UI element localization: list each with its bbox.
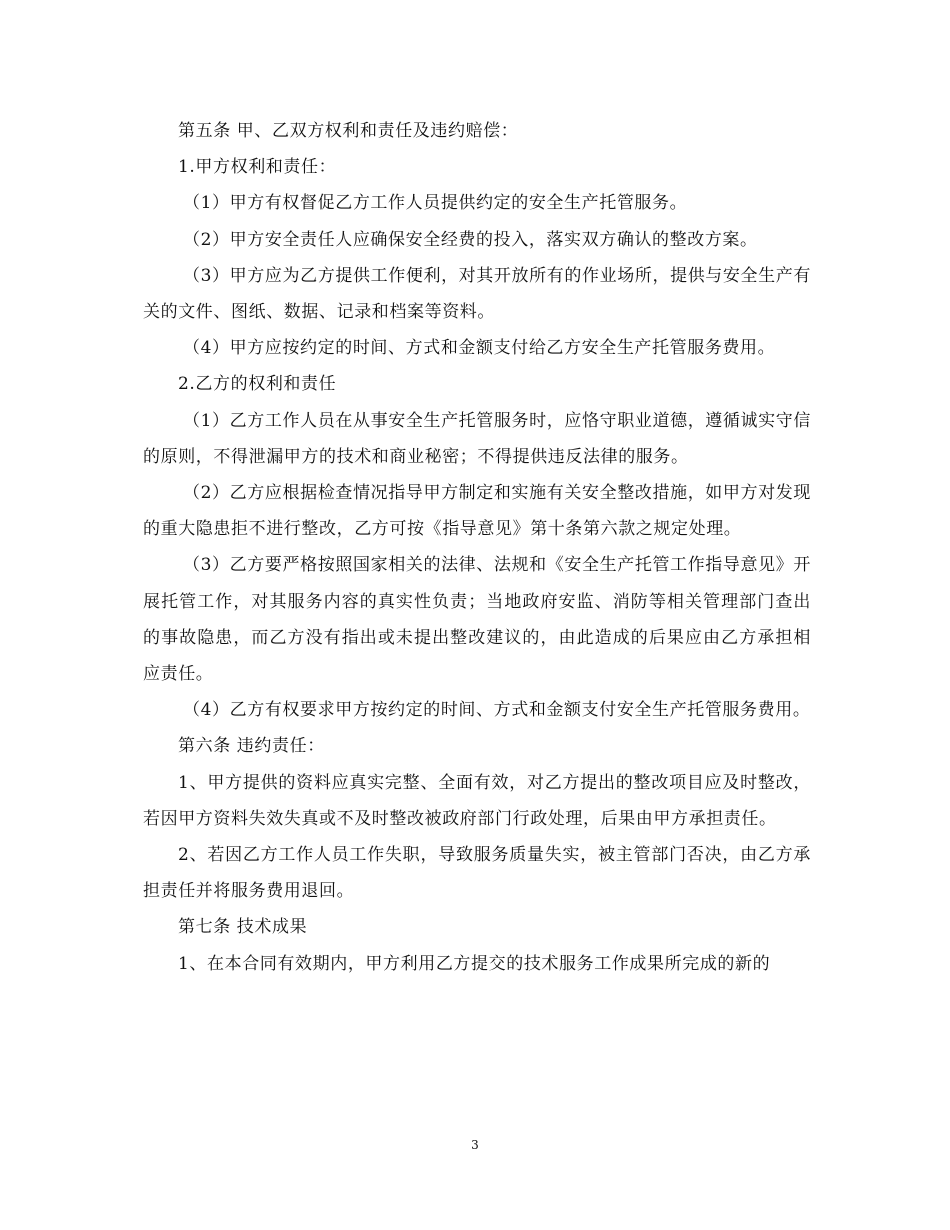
party-a-rights-heading: 1.甲方权利和责任： [178, 157, 337, 178]
party-a-clause-1: （1）甲方有权督促乙方工作人员提供约定的安全生产托管服务。 [183, 193, 688, 214]
breach-clause-1: 1、甲方提供的资料应真实完整、全面有效，对乙方提出的整改项目应及时整改，若因甲方资料失效失真或不及时整改被政府部门行政处理，后果由甲方承担责任。 [143, 772, 811, 829]
breach-clause-2: 2、若因乙方工作人员工作失职，导致服务质量失实，被主管部门否决，由乙方承担责任并将服务费用退回。 [143, 845, 811, 902]
tech-results-clause-1: 1、在本合同有效期内，甲方利用乙方提交的技术服务工作成果所完成的新的 [178, 953, 771, 974]
article-7-heading: 第七条 技术成果 [178, 917, 308, 938]
document-body [143, 113, 811, 982]
party-b-rights-heading: 2.乙方的权利和责任 [178, 374, 337, 395]
party-b-clause-2: （2）乙方应根据检查情况指导甲方制定和实施有关安全整改措施，如甲方对发现的重大隐患拒不进行整改，乙方可按《指导意见》第十条第六款之规定处理。 [143, 483, 811, 540]
party-b-clause-3: （3）乙方要严格按照国家相关的法律、法规和《安全生产托管工作指导意见》开展托管工作，对其服务内容的真实性负责；当地政府安监、消防等相关管理部门查出的事故隐患，而乙方没有指出或未提出整改建议的，由此造成的后果应由乙方承担相应责任。 [143, 555, 811, 685]
page-number: 3 [471, 1138, 479, 1152]
party-a-clause-4: （4）甲方应按约定的时间、方式和金额支付给乙方安全生产托管服务费用。 [183, 338, 776, 359]
article-6-heading: 第六条 违约责任： [178, 736, 325, 757]
article-5-heading: 第五条 甲、乙双方权利和责任及违约赔偿： [178, 121, 519, 141]
party-a-clause-3: （3）甲方应为乙方提供工作便利，对其开放所有的作业场所，提供与安全生产有关的文件、图纸、数据、记录和档案等资料。 [143, 265, 811, 323]
party-b-clause-4: （4）乙方有权要求甲方按约定的时间、方式和金额支付安全生产托管服务费用。 [183, 700, 811, 721]
party-b-clause-1: （1）乙方工作人员在从事安全生产托管服务时，应恪守职业道德，遵循诚实守信的原则，不得泄漏甲方的技术和商业秘密；不得提供违反法律的服务。 [143, 410, 811, 467]
party-a-clause-2: （2）甲方安全责任人应确保安全经费的投入，落实双方确认的整改方案。 [183, 229, 758, 250]
